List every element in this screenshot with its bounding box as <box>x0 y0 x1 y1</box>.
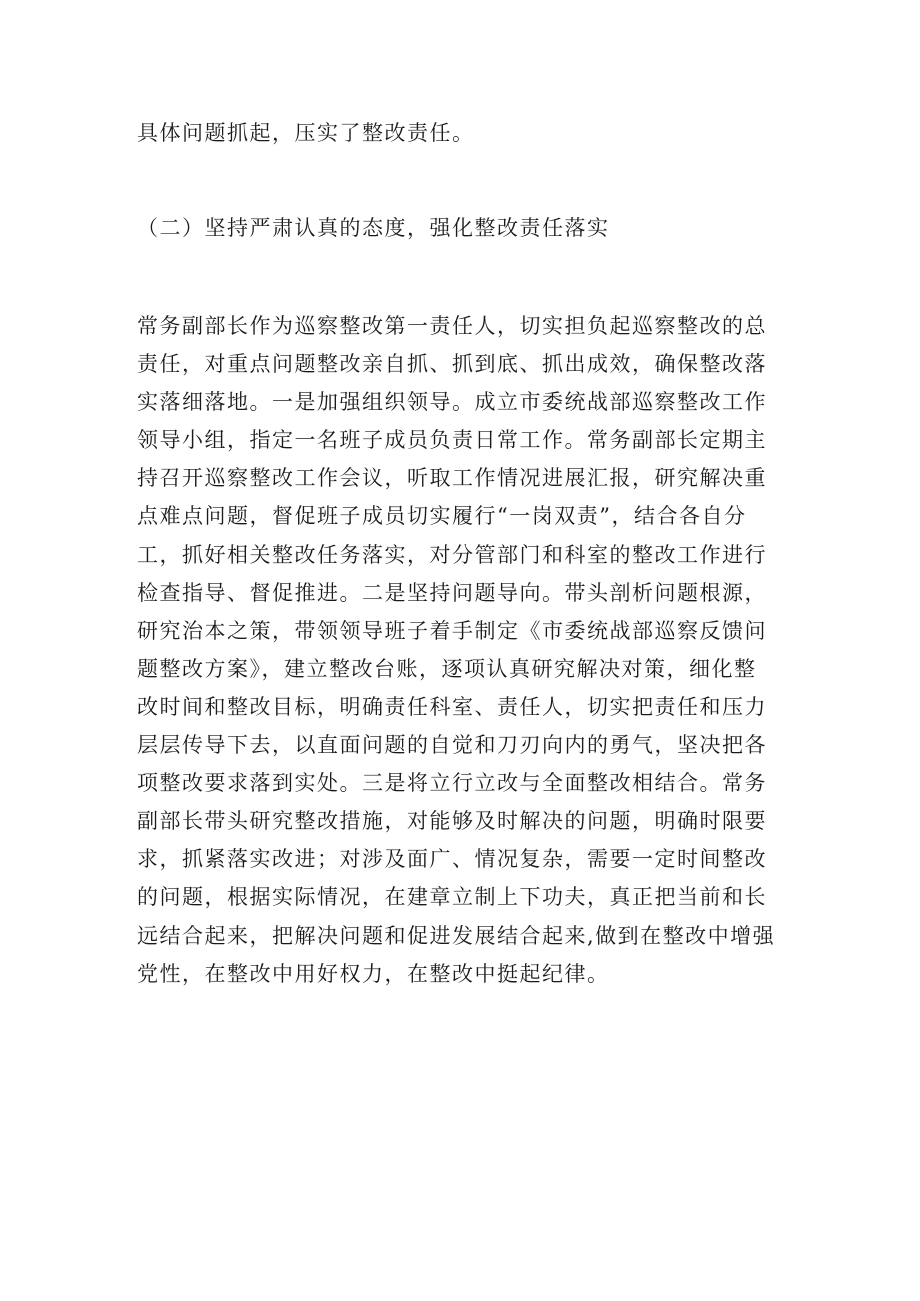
paragraph-line: 题整改方案》，建立整改台账，逐项认真研究解决对策，细化整 <box>137 656 757 681</box>
paragraph-line: 实落细落地。一是加强组织领导。成立市委统战部巡察整改工作 <box>137 390 767 415</box>
paragraph-line: 研究治本之策，带领领导班子着手制定《市委统战部巡察反馈问 <box>137 618 767 643</box>
paragraph-line: 持召开巡察整改工作会议，听取工作情况进展汇报，研究解决重 <box>137 466 767 491</box>
section-heading: （二）坚持严肃认真的态度，强化整改责任落实 <box>137 216 610 240</box>
paragraph-line: 求，抓紧落实改进；对涉及面广、情况复杂，需要一定时间整改 <box>137 847 767 872</box>
paragraph-line: 工，抓好相关整改任务落实，对分管部门和科室的整改工作进行 <box>137 542 767 567</box>
paragraph-line: 责任，对重点问题整改亲自抓、抓到底、抓出成效，确保整改落 <box>137 352 767 377</box>
paragraph-line: 改时间和整改目标，明确责任科室、责任人，切实把责任和压力 <box>137 694 767 719</box>
paragraph-line: 点难点问题，督促班子成员切实履行“一岗双责”，结合各自分 <box>137 504 747 529</box>
paragraph-line: 党性，在整改中用好权力，在整改中挺起纪律。 <box>137 961 610 986</box>
paragraph-line: 项整改要求落到实处。三是将立行立改与全面整改相结合。常务 <box>137 771 767 796</box>
paragraph-line: 副部长带头研究整改措施，对能够及时解决的问题，明确时限要 <box>137 809 767 834</box>
continuation-paragraph: 具体问题抓起，压实了整改责任。 <box>137 121 475 145</box>
paragraph-line: 远结合起来，把解决问题和促进发展结合起来,做到在整改中增强 <box>137 923 776 948</box>
paragraph-line: 检查指导、督促推进。二是坚持问题导向。带头剖析问题根源， <box>137 580 767 605</box>
paragraph-line: 的问题，根据实际情况，在建章立制上下功夫，真正把当前和长 <box>137 885 767 910</box>
paragraph-line: 层层传导下去，以直面问题的自觉和刀刃向内的勇气，坚决把各 <box>137 733 767 758</box>
paragraph-line: 领导小组，指定一名班子成员负责日常工作。常务副部长定期主 <box>137 428 767 453</box>
body-paragraph <box>137 307 785 993</box>
paragraph-line: 常务副部长作为巡察整改第一责任人，切实担负起巡察整改的总 <box>137 314 767 338</box>
